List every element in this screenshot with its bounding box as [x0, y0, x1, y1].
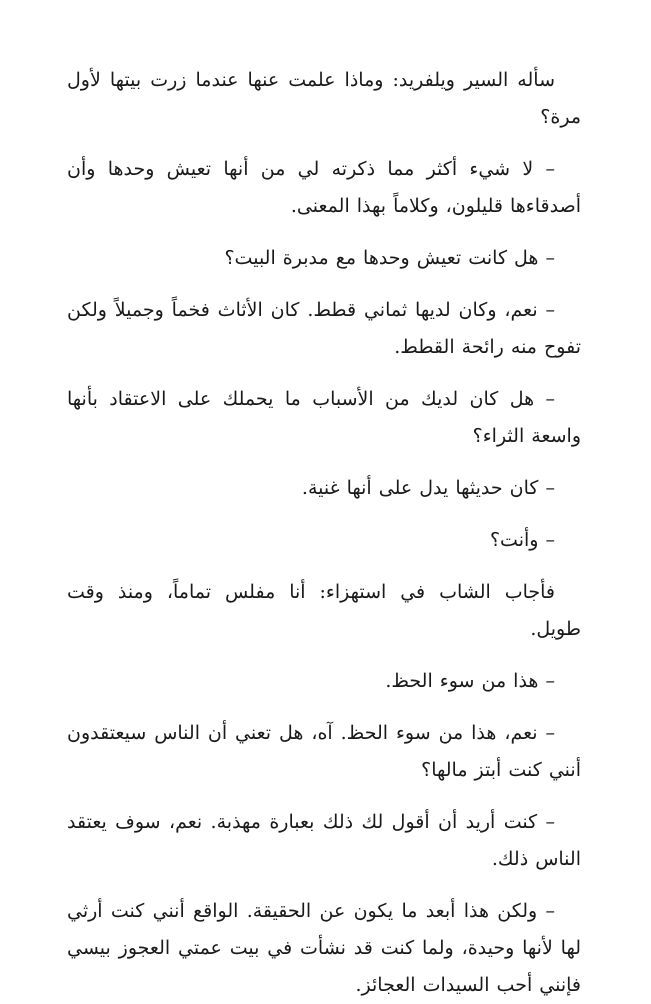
paragraph-4: – نعم، وكان لديها ثماني قطط. كان الأثاث فخماً وجميلاً ولكن تفوح منه رائحة القطط.	[67, 299, 581, 358]
paragraph-1: سأله السير ويلفريد: وماذا علمت عنها عندما زرت بيتها لأول مرة؟	[67, 69, 581, 128]
paragraph-11: – كنت أريد أن أقول لك ذلك بعبارة مهذبة. نعم، سوف يعتقد الناس ذلك.	[67, 811, 581, 870]
paragraph-7: – وأنت؟	[489, 529, 555, 551]
paragraph-12: – ولكن هذا أبعد ما يكون عن الحقيقة. الواقع أنني كنت أرثي لها لأنها وحيدة، ولما كنت قد نشأت في بيت عمتي العجوز بيسي فإنني أحب السيدات العجائز.	[67, 900, 581, 996]
paragraph-9: – هذا من سوء الحظ.	[385, 670, 555, 692]
paragraph-6: – كان حديثها يدل على أنها غنية.	[301, 477, 555, 499]
paragraph-2: – لا شيء أكثر مما ذكرته لي من أنها تعيش وحدها وأن أصدقاءها قليلون، وكلاماً بهذا المعنى.	[67, 158, 581, 217]
paragraph-3: – هل كانت تعيش وحدها مع مدبرة البيت؟	[224, 247, 555, 269]
paragraph-5: – هل كان لديك من الأسباب ما يحملك على الاعتقاد بأنها واسعة الثراء؟	[67, 388, 581, 447]
paragraph-8: فأجاب الشاب في استهزاء: أنا مفلس تماماً، ومنذ وقت طويل.	[67, 581, 581, 640]
paragraph-10: – نعم، هذا من سوء الحظ. آه، هل تعني أن الناس سيعتقدون أنني كنت أبتز مالها؟	[67, 722, 581, 781]
